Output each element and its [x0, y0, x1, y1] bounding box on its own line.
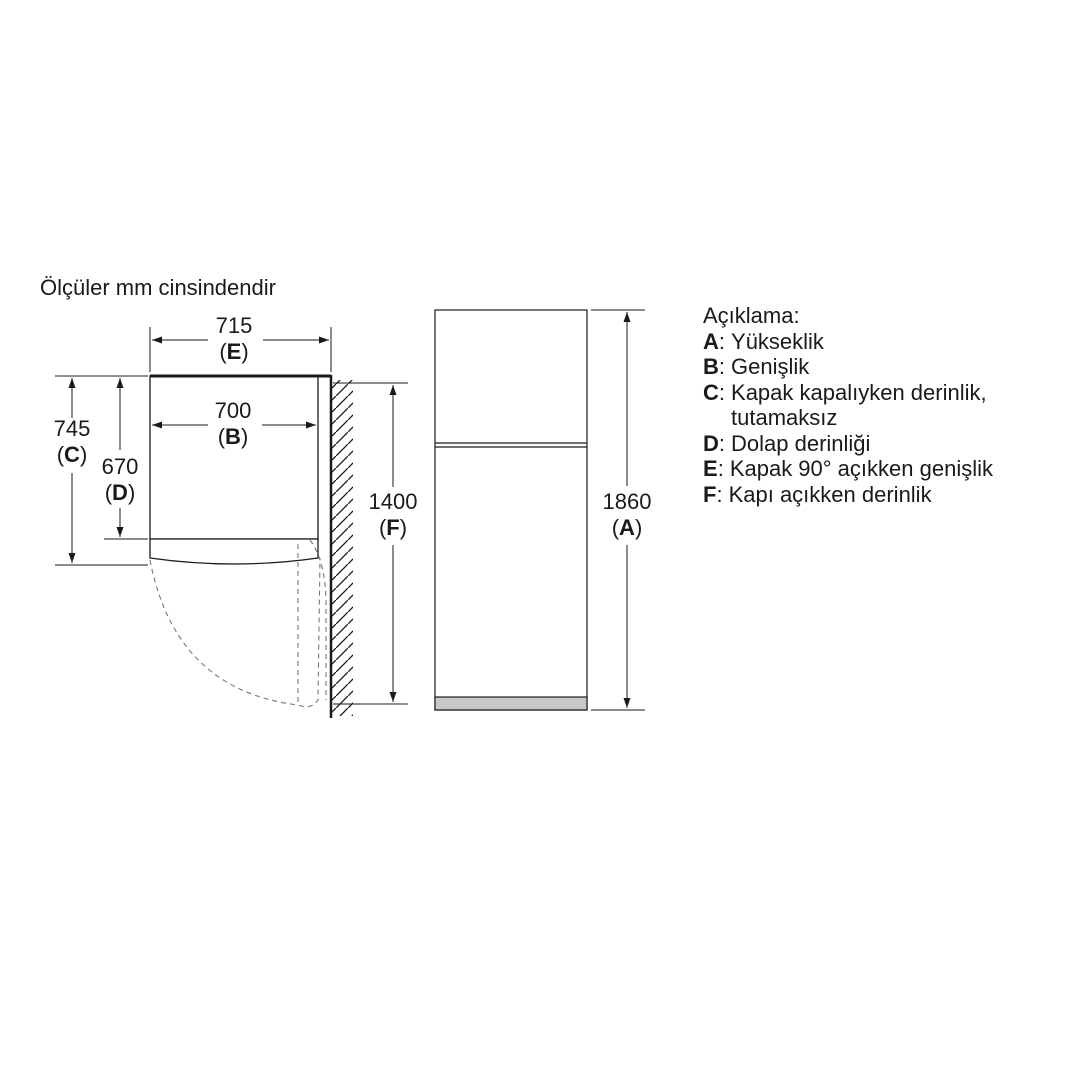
legend-key: F	[703, 481, 717, 507]
dimension-e-value: 715	[215, 313, 253, 338]
legend-desc: Genişlik	[731, 354, 810, 379]
legend-desc: Kapak 90° açıkken genişlik	[729, 456, 993, 481]
legend-key: E	[703, 456, 718, 481]
legend-key: B	[703, 354, 719, 379]
dimension-c-label: (C)	[56, 442, 88, 467]
legend-key: D	[703, 430, 719, 456]
legend-item-c: C : Kapak kapalıyken derinlik, tutamaksız	[703, 380, 1051, 431]
legend-desc: Kapak kapalıyken derinlik, tutamaksız	[731, 379, 987, 430]
dimension-b	[152, 398, 316, 449]
legend-item-e: E : Kapak 90° açıkken genişlik	[703, 456, 993, 481]
dimension-e-label: (E)	[219, 339, 249, 364]
legend-key: A	[703, 328, 719, 354]
dimension-b-value: 700	[214, 398, 252, 423]
front-view	[435, 310, 651, 710]
legend-item-d: D : Dolap derinliği	[703, 430, 871, 456]
legend-item-b: B : Genişlik	[703, 354, 810, 379]
dimension-e	[150, 313, 331, 372]
legend-title: Açıklama:	[703, 303, 800, 328]
legend-desc: Dolap derinliği	[731, 430, 871, 456]
dimension-a-label: (A)	[611, 515, 643, 540]
legend-item-f: F : Kapı açıkken derinlik	[703, 481, 932, 507]
dimension-c-value: 745	[53, 416, 91, 441]
dimension-f-label: (F)	[378, 515, 408, 540]
dimension-d-label: (D)	[104, 480, 136, 505]
door-swing-arc	[150, 540, 326, 707]
fridge-body	[435, 310, 587, 710]
legend	[703, 303, 1051, 507]
dimension-d-value: 670	[101, 454, 139, 479]
wall-hatching	[331, 380, 353, 716]
units-note: Ölçüler mm cinsindendir	[40, 275, 276, 300]
legend-desc: Yükseklik	[731, 328, 824, 354]
legend-key: C	[703, 379, 719, 405]
dimension-f-value: 1400	[368, 489, 418, 514]
legend-desc: Kapı açıkken derinlik	[728, 481, 932, 507]
legend-list	[703, 329, 1051, 508]
dimension-d	[102, 378, 148, 539]
dimension-b-label: (B)	[217, 424, 249, 449]
closed-door	[150, 539, 318, 564]
dimension-a	[591, 310, 651, 710]
fridge-plinth	[435, 697, 587, 710]
legend-item-a: A : Yükseklik	[703, 328, 824, 354]
dimension-a-value: 1860	[602, 489, 652, 514]
top-view	[54, 313, 418, 718]
